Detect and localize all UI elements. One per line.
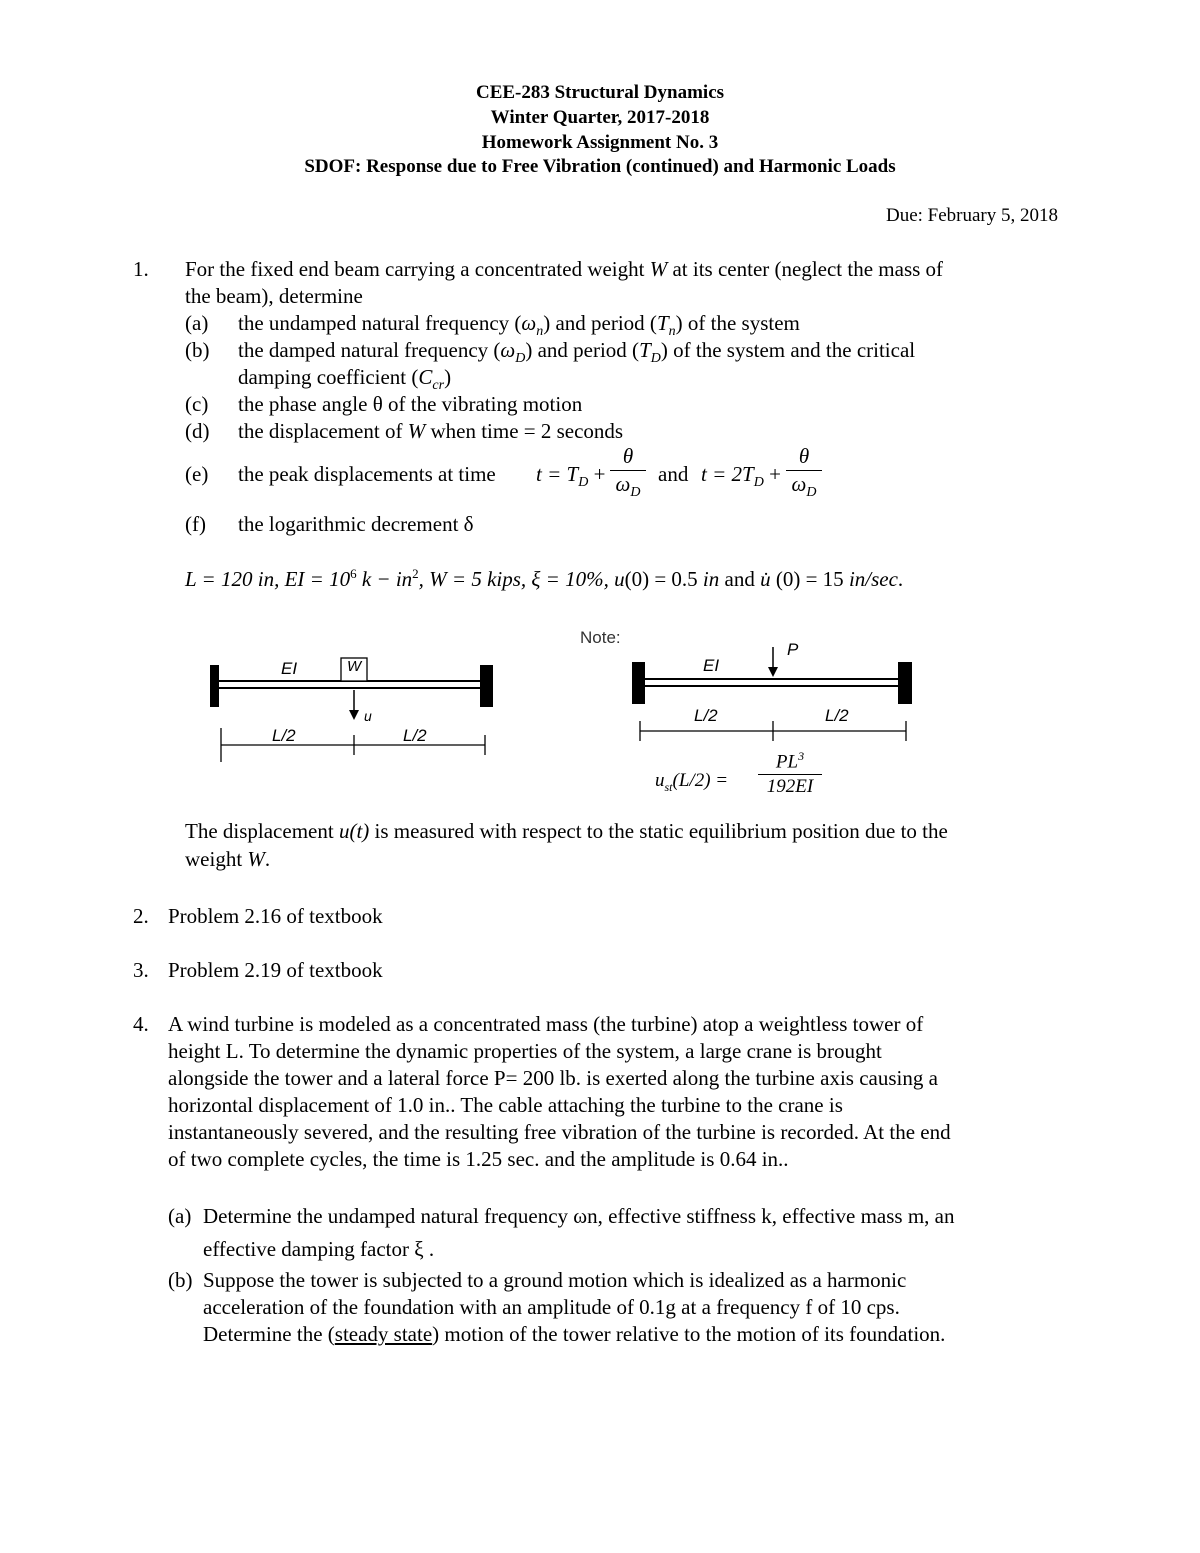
- problem-3-number: 3.: [133, 958, 149, 982]
- problem-4-line: A wind turbine is modeled as a concentrated mass (the turbine) atop a weightless tower of: [168, 1012, 924, 1036]
- item-e-fraction1: θ $\omega_D$: [610, 444, 646, 501]
- problem-4b-line2: acceleration of the foundation with an amplitude of 0.1g at a frequency f of 10 cps.: [203, 1295, 900, 1319]
- problem-4b-line3: Determine the (steady state) motion of the tower relative to the motion of its foundation.: [203, 1322, 946, 1346]
- item-a-text: the undamped natural frequency $(\omega_n)$ and period $(T_n)$ of the system: [238, 311, 800, 340]
- problem-4-line: alongside the tower and a lateral force P= 200 lb. is exerted along the turbine axis causing a: [168, 1066, 938, 1090]
- item-c-label: (c): [185, 392, 209, 416]
- item-a-label: (a): [185, 311, 209, 335]
- problem-4a-line2: effective damping factor ξ .: [203, 1237, 435, 1261]
- quarter: Winter Quarter, 2017-2018: [490, 107, 710, 128]
- problem-3-text: Problem 2.19 of textbook: [168, 958, 383, 982]
- left-ei-label: EI: [281, 659, 298, 678]
- formula-fraction: $PL^3$ 192EI: [758, 749, 822, 798]
- right-dim-l2-b: L/2: [825, 706, 849, 725]
- problem-4-line: of two complete cycles, the time is 1.25 sec. and the amplitude is 0.64 in..: [168, 1147, 789, 1171]
- note-label: Note:: [580, 628, 621, 647]
- formula-lhs: $u_{st}(L/2)$ =: [655, 770, 729, 794]
- problem-4-line: horizontal displacement of 1.0 in.. The cable attaching the turbine to the crane is: [168, 1093, 843, 1117]
- item-b-text: the damped natural frequency $(\omega_D)$ and period $(T_D)$ of the system and the critical: [238, 338, 916, 367]
- item-e-time1: $t = T_D$ +: [536, 462, 606, 491]
- problem-2-number: 2.: [133, 904, 149, 928]
- problem-4-line: instantaneously severed, and the resulting free vibration of the turbine is recorded. At the end: [168, 1120, 951, 1144]
- item-c-text: the phase angle θ of the vibrating motion: [238, 392, 583, 416]
- item-b-text-line2: damping coefficient $(C_{cr})$: [238, 365, 452, 394]
- right-diagram-left-support: [632, 662, 645, 704]
- problem-1-intro: For the fixed end beam carrying a concentrated weight W at its center (neglect the mass of: [185, 257, 944, 281]
- problem-4b-line1: Suppose the tower is subjected to a ground motion which is idealized as a harmonic: [203, 1268, 907, 1292]
- item-f-text: the logarithmic decrement δ: [238, 512, 474, 536]
- problem-1-footnote-line2: weight W.: [185, 847, 271, 871]
- right-ei-label: EI: [703, 656, 720, 675]
- problem-4-line: height L. To determine the dynamic properties of the system, a large crane is brought: [168, 1039, 882, 1063]
- item-e-and: and: [658, 462, 689, 486]
- problem-4b-label: (b): [168, 1268, 193, 1292]
- right-fixed-support: [480, 665, 493, 707]
- problem-4-number: 4.: [133, 1012, 149, 1036]
- right-dim-l2-a: L/2: [694, 706, 718, 725]
- problem-1-footnote: The displacement u(t) is measured with respect to the static equilibrium position due to the: [185, 819, 948, 843]
- problem-2-text: Problem 2.16 of textbook: [168, 904, 383, 928]
- item-b-label: (b): [185, 338, 210, 362]
- left-dim-l2-b: L/2: [403, 726, 427, 745]
- right-diagram-right-support: [898, 662, 912, 704]
- problem-1-number: 1.: [133, 257, 149, 281]
- item-e-fraction2: θ $\omega_D$: [786, 444, 822, 501]
- load-arrowhead: [768, 667, 778, 677]
- left-fixed-support: [210, 665, 219, 707]
- displacement-arrowhead: [349, 710, 359, 720]
- due-date: Due: February 5, 2018: [885, 205, 1058, 226]
- item-e-time2: $t = 2T_D$ +: [701, 462, 781, 491]
- item-d-text: the displacement of W when time = 2 seconds: [238, 419, 624, 443]
- item-f-label: (f): [185, 512, 206, 536]
- given-values: L = 120 in, EI = $10^6$ $k - in^2$, W = 5 kips, ξ = 10%, u(0) = 0.5 in and u̇ (0) = 15 in/sec.: [185, 566, 904, 591]
- left-dim-l2-a: L/2: [272, 726, 296, 745]
- beam-diagram-right: [632, 643, 917, 743]
- problem-1-intro-line2: the beam), determine: [185, 284, 363, 308]
- assignment-topic: SDOF: Response due to Free Vibration (continued) and Harmonic Loads: [304, 156, 896, 177]
- item-e-label: (e): [185, 462, 209, 486]
- left-u-label: u: [364, 708, 372, 724]
- left-w-label: W: [347, 658, 362, 675]
- item-d-label: (d): [185, 419, 210, 443]
- problem-4a-line1: Determine the undamped natural frequency ωn, effective stiffness k, effective mass m, an: [203, 1204, 955, 1228]
- problem-4a-label: (a): [168, 1204, 192, 1228]
- course-title: CEE-283 Structural Dynamics: [475, 82, 725, 103]
- assignment-title: Homework Assignment No. 3: [481, 132, 719, 153]
- right-p-label: P: [787, 640, 799, 659]
- item-e-text: the peak displacements at time: [238, 462, 496, 486]
